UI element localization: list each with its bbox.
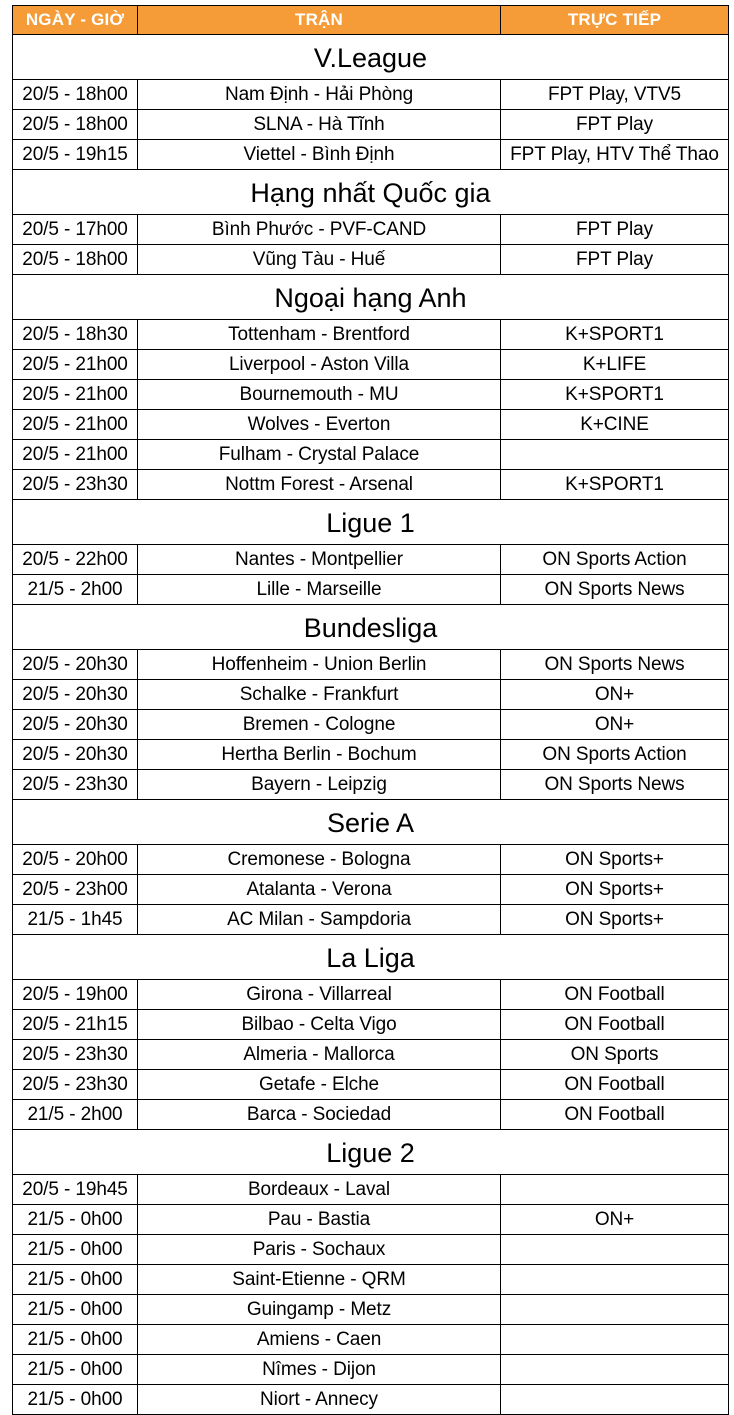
match-row xyxy=(13,245,729,275)
match-time-cell: 20/5 - 21h00 xyxy=(13,410,138,440)
match-teams-cell: Liverpool - Aston Villa xyxy=(138,350,501,380)
match-teams-cell: Hoffenheim - Union Berlin xyxy=(138,650,501,680)
match-channel-cell: FPT Play xyxy=(501,110,729,140)
match-row xyxy=(13,1070,729,1100)
match-teams-cell: Guingamp - Metz xyxy=(138,1295,501,1325)
match-time-cell: 21/5 - 0h00 xyxy=(13,1355,138,1385)
match-row xyxy=(13,980,729,1010)
match-time-cell: 20/5 - 20h30 xyxy=(13,710,138,740)
match-time-cell: 21/5 - 0h00 xyxy=(13,1385,138,1415)
match-teams-cell: Bournemouth - MU xyxy=(138,380,501,410)
match-channel-cell: FPT Play xyxy=(501,245,729,275)
match-channel-cell: ON Sports+ xyxy=(501,845,729,875)
match-time-cell: 20/5 - 21h15 xyxy=(13,1010,138,1040)
match-time-cell: 20/5 - 23h30 xyxy=(13,1070,138,1100)
match-teams-cell: Bremen - Cologne xyxy=(138,710,501,740)
match-teams-cell: Almeria - Mallorca xyxy=(138,1040,501,1070)
match-row xyxy=(13,1010,729,1040)
column-header-match: TRẬN xyxy=(138,6,501,35)
header-row xyxy=(13,6,729,35)
match-time-cell: 20/5 - 22h00 xyxy=(13,545,138,575)
match-channel-cell: K+SPORT1 xyxy=(501,380,729,410)
match-time-cell: 20/5 - 21h00 xyxy=(13,350,138,380)
match-time-cell: 20/5 - 20h30 xyxy=(13,740,138,770)
match-channel-cell: ON Sports+ xyxy=(501,875,729,905)
match-row xyxy=(13,1175,729,1205)
match-channel-cell: K+SPORT1 xyxy=(501,470,729,500)
match-teams-cell: SLNA - Hà Tĩnh xyxy=(138,110,501,140)
match-teams-cell: Vũng Tàu - Huế xyxy=(138,245,501,275)
match-teams-cell: AC Milan - Sampdoria xyxy=(138,905,501,935)
league-title: Ligue 1 xyxy=(13,500,729,545)
match-time-cell: 20/5 - 20h30 xyxy=(13,680,138,710)
match-time-cell: 20/5 - 23h30 xyxy=(13,770,138,800)
league-title: Ngoại hạng Anh xyxy=(13,275,729,320)
match-channel-cell: ON Football xyxy=(501,1070,729,1100)
match-teams-cell: Nam Định - Hải Phòng xyxy=(138,80,501,110)
match-time-cell: 20/5 - 18h30 xyxy=(13,320,138,350)
match-channel-cell xyxy=(501,440,729,470)
match-row xyxy=(13,1100,729,1130)
match-channel-cell: ON Sports xyxy=(501,1040,729,1070)
match-row xyxy=(13,650,729,680)
match-time-cell: 20/5 - 23h30 xyxy=(13,1040,138,1070)
match-channel-cell: ON Sports+ xyxy=(501,905,729,935)
match-row xyxy=(13,770,729,800)
match-teams-cell: Bordeaux - Laval xyxy=(138,1175,501,1205)
match-teams-cell: Nottm Forest - Arsenal xyxy=(138,470,501,500)
column-header-time: NGÀY - GIỜ xyxy=(13,6,138,35)
league-header-row xyxy=(13,935,729,980)
match-teams-cell: Fulham - Crystal Palace xyxy=(138,440,501,470)
match-row xyxy=(13,410,729,440)
league-header-row xyxy=(13,500,729,545)
match-time-cell: 20/5 - 19h45 xyxy=(13,1175,138,1205)
match-row xyxy=(13,545,729,575)
match-channel-cell xyxy=(501,1265,729,1295)
match-row xyxy=(13,710,729,740)
match-time-cell: 20/5 - 23h00 xyxy=(13,875,138,905)
match-channel-cell xyxy=(501,1355,729,1385)
match-channel-cell: K+LIFE xyxy=(501,350,729,380)
match-time-cell: 21/5 - 0h00 xyxy=(13,1325,138,1355)
match-row xyxy=(13,215,729,245)
match-row xyxy=(13,575,729,605)
match-teams-cell: Schalke - Frankfurt xyxy=(138,680,501,710)
league-title: V.League xyxy=(13,35,729,80)
league-title: Serie A xyxy=(13,800,729,845)
match-time-cell: 20/5 - 20h00 xyxy=(13,845,138,875)
match-channel-cell: ON Football xyxy=(501,1010,729,1040)
match-row xyxy=(13,1325,729,1355)
match-time-cell: 21/5 - 2h00 xyxy=(13,1100,138,1130)
match-teams-cell: Getafe - Elche xyxy=(138,1070,501,1100)
match-row xyxy=(13,320,729,350)
match-row xyxy=(13,80,729,110)
match-row xyxy=(13,1235,729,1265)
match-time-cell: 20/5 - 23h30 xyxy=(13,470,138,500)
match-channel-cell xyxy=(501,1325,729,1355)
match-row xyxy=(13,740,729,770)
match-time-cell: 21/5 - 2h00 xyxy=(13,575,138,605)
table-header xyxy=(13,6,729,35)
match-teams-cell: Nantes - Montpellier xyxy=(138,545,501,575)
match-teams-cell: Tottenham - Brentford xyxy=(138,320,501,350)
match-time-cell: 20/5 - 17h00 xyxy=(13,215,138,245)
match-teams-cell: Saint-Etienne - QRM xyxy=(138,1265,501,1295)
table-body xyxy=(13,35,729,1415)
match-teams-cell: Wolves - Everton xyxy=(138,410,501,440)
match-row xyxy=(13,1265,729,1295)
match-time-cell: 20/5 - 21h00 xyxy=(13,380,138,410)
match-row xyxy=(13,380,729,410)
match-teams-cell: Viettel - Bình Định xyxy=(138,140,501,170)
match-time-cell: 20/5 - 21h00 xyxy=(13,440,138,470)
match-channel-cell: ON Football xyxy=(501,1100,729,1130)
league-header-row xyxy=(13,1130,729,1175)
match-time-cell: 21/5 - 0h00 xyxy=(13,1205,138,1235)
match-time-cell: 20/5 - 20h30 xyxy=(13,650,138,680)
match-row xyxy=(13,1295,729,1325)
match-channel-cell: ON Football xyxy=(501,980,729,1010)
match-channel-cell: K+CINE xyxy=(501,410,729,440)
match-teams-cell: Bayern - Leipzig xyxy=(138,770,501,800)
league-header-row xyxy=(13,35,729,80)
league-title: Hạng nhất Quốc gia xyxy=(13,170,729,215)
league-header-row xyxy=(13,605,729,650)
match-channel-cell xyxy=(501,1295,729,1325)
match-row xyxy=(13,140,729,170)
league-title: Bundesliga xyxy=(13,605,729,650)
match-time-cell: 20/5 - 18h00 xyxy=(13,110,138,140)
match-channel-cell: ON+ xyxy=(501,710,729,740)
match-time-cell: 21/5 - 0h00 xyxy=(13,1235,138,1265)
league-header-row xyxy=(13,170,729,215)
match-teams-cell: Bilbao - Celta Vigo xyxy=(138,1010,501,1040)
match-channel-cell xyxy=(501,1235,729,1265)
match-channel-cell: FPT Play, HTV Thể Thao xyxy=(501,140,729,170)
league-title: La Liga xyxy=(13,935,729,980)
match-row xyxy=(13,1355,729,1385)
match-teams-cell: Nîmes - Dijon xyxy=(138,1355,501,1385)
match-teams-cell: Niort - Annecy xyxy=(138,1385,501,1415)
match-time-cell: 20/5 - 18h00 xyxy=(13,245,138,275)
match-row xyxy=(13,905,729,935)
league-header-row xyxy=(13,800,729,845)
match-time-cell: 21/5 - 0h00 xyxy=(13,1265,138,1295)
league-title: Ligue 2 xyxy=(13,1130,729,1175)
match-channel-cell: ON Sports News xyxy=(501,650,729,680)
match-channel-cell: ON Sports News xyxy=(501,770,729,800)
match-channel-cell: ON Sports News xyxy=(501,575,729,605)
match-channel-cell: ON Sports Action xyxy=(501,740,729,770)
match-row xyxy=(13,875,729,905)
match-teams-cell: Pau - Bastia xyxy=(138,1205,501,1235)
match-teams-cell: Cremonese - Bologna xyxy=(138,845,501,875)
match-channel-cell xyxy=(501,1175,729,1205)
match-channel-cell: FPT Play xyxy=(501,215,729,245)
match-teams-cell: Hertha Berlin - Bochum xyxy=(138,740,501,770)
match-row xyxy=(13,680,729,710)
match-row xyxy=(13,440,729,470)
match-time-cell: 21/5 - 0h00 xyxy=(13,1295,138,1325)
column-header-live: TRỰC TIẾP xyxy=(501,6,729,35)
match-teams-cell: Atalanta - Verona xyxy=(138,875,501,905)
match-teams-cell: Amiens - Caen xyxy=(138,1325,501,1355)
match-channel-cell: FPT Play, VTV5 xyxy=(501,80,729,110)
match-row xyxy=(13,845,729,875)
match-channel-cell: ON+ xyxy=(501,680,729,710)
schedule-table xyxy=(12,5,729,1415)
match-row xyxy=(13,1385,729,1415)
match-time-cell: 20/5 - 18h00 xyxy=(13,80,138,110)
match-teams-cell: Barca - Sociedad xyxy=(138,1100,501,1130)
match-channel-cell: ON Sports Action xyxy=(501,545,729,575)
league-header-row xyxy=(13,275,729,320)
match-row xyxy=(13,350,729,380)
match-channel-cell xyxy=(501,1385,729,1415)
match-teams-cell: Bình Phước - PVF-CAND xyxy=(138,215,501,245)
match-time-cell: 20/5 - 19h15 xyxy=(13,140,138,170)
match-channel-cell: ON+ xyxy=(501,1205,729,1235)
match-teams-cell: Girona - Villarreal xyxy=(138,980,501,1010)
match-row xyxy=(13,1040,729,1070)
match-row xyxy=(13,470,729,500)
match-channel-cell: K+SPORT1 xyxy=(501,320,729,350)
match-row xyxy=(13,1205,729,1235)
match-time-cell: 20/5 - 19h00 xyxy=(13,980,138,1010)
match-time-cell: 21/5 - 1h45 xyxy=(13,905,138,935)
match-row xyxy=(13,110,729,140)
match-teams-cell: Lille - Marseille xyxy=(138,575,501,605)
match-teams-cell: Paris - Sochaux xyxy=(138,1235,501,1265)
